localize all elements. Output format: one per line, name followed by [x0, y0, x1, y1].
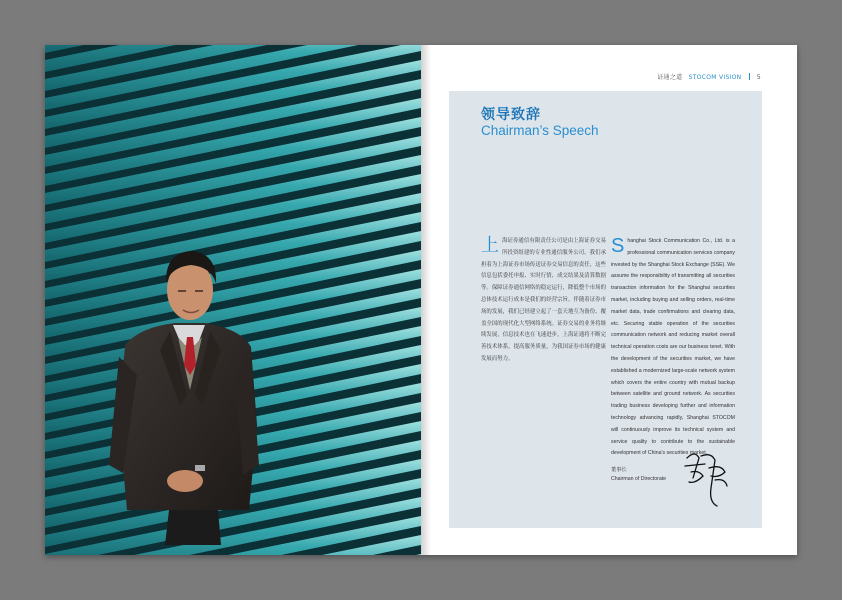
body-english-text: hanghai Stock Communication Co., Ltd. is a professional communication services company invested by the Shanghai Stock Exchange (SSE). We assume the responsibility of transmitting all securities transaction information for the Shanghai securities market, including buying and selling orders, real-time market data, trade confirmations and clearing data, etc. Securing stable operation of the securities communication network and reducing market overall technical operation costs are our business tenet. With the development of the securities market, we have established a modernized large-scale network system which covers the entire country with mutual backup between satellite and ground network. As securities trading business developing further and information technology advancing rapidly, Shanghai STOCOM will continuously improve its technical system and service quality to contribute to the sustainable development of China's securities market. [611, 238, 735, 457]
chairman-photo [45, 45, 421, 555]
running-title-en: STOCOM VISION [688, 74, 742, 81]
drop-cap-chinese: 上 [481, 235, 499, 256]
page-number: 5 [756, 74, 761, 81]
signer [611, 466, 666, 484]
title-english: Chairman’s Speech [481, 123, 599, 138]
running-title-cn: 证通之道 [657, 74, 683, 81]
handwritten-signature [681, 448, 733, 510]
spine-shadow [421, 45, 431, 555]
drop-cap-english: S [611, 235, 625, 257]
body-english [611, 236, 735, 460]
signer-title-chinese: 董事长 [611, 467, 627, 473]
running-header [657, 72, 761, 81]
body-chinese-text: 海证券通信有限责任公司是由上海证券交易所投资组建的专业性通信服务公司。我们承担着为上海证券市场传送证券交易信息的责任，这些信息包括委托申报、实时行情、成交结果及清算数据等。保障证券通信网络的稳定运行，降低整个市场的总体技术运行成本是我们的经营宗旨。伴随着证券市场的发展，我们已经建立起了一套天地互为备份、覆盖全国的现代化大型网络系统。证券交易的业务将继续发展，信息技术也在飞速进步，上海证通将不断完善技术体系，提高服务质量，为我国证券市场的健康发展而努力。 [481, 238, 606, 362]
body-chinese [481, 236, 606, 366]
speech-page [421, 45, 797, 555]
title-chinese: 领导致辞 [481, 107, 541, 123]
magazine-spread [45, 45, 797, 555]
content-panel [449, 91, 762, 528]
signer-title-english: Chairman of Directorate [611, 476, 667, 482]
header-divider [749, 73, 750, 80]
photo-illustration [45, 45, 421, 555]
